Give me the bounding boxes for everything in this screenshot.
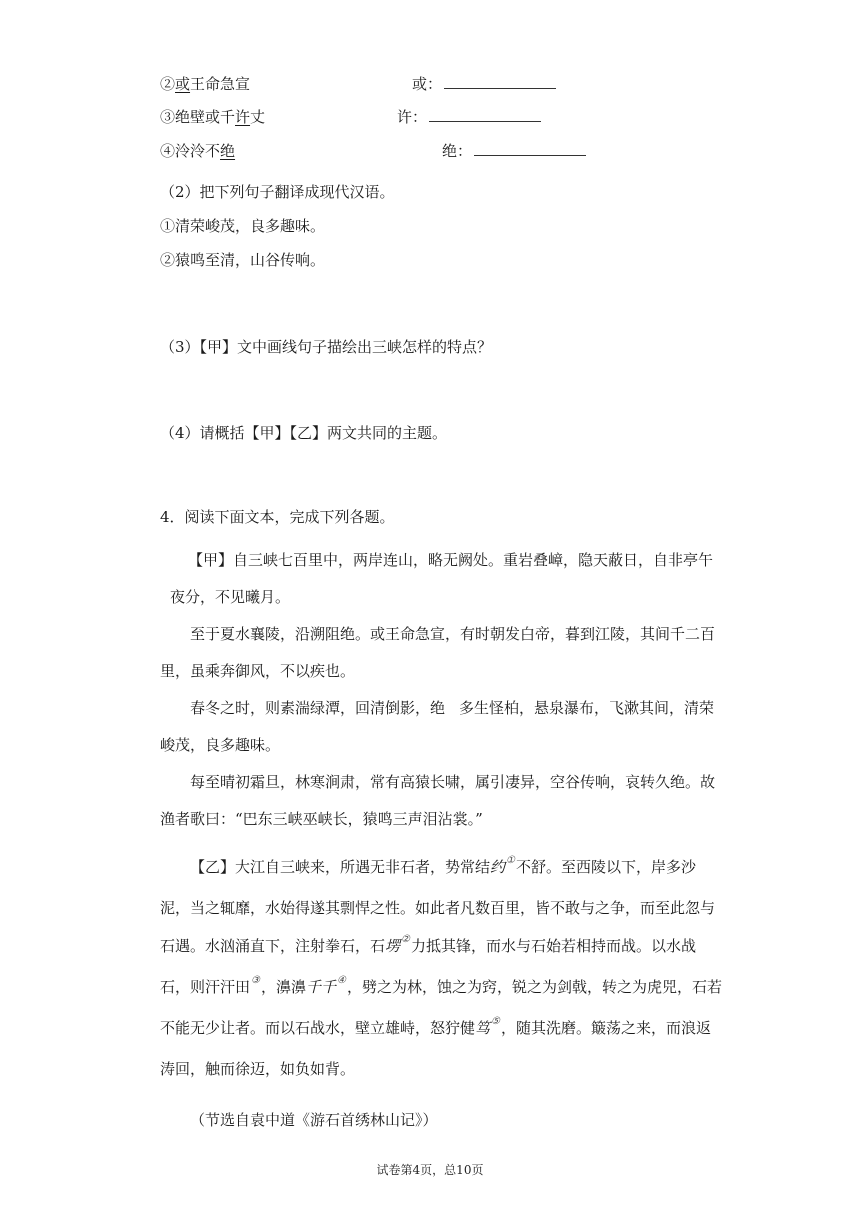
vocab-item-4 xyxy=(160,141,235,161)
footnote-marker: ③ xyxy=(251,975,260,986)
footnote-marker: ① xyxy=(506,855,515,866)
jia-paragraph-4: 每至晴初霜旦，林寒涧肃，常有高猿长啸，属引凄异，空谷传响，哀转久绝。故渔者歌曰：“巴东三峡巫峡长，猿鸣三声泪沾裳。” xyxy=(160,773,716,828)
yi-text: 力抵其锋，而水与石始若相持而战。以水战石，则汗汗田 xyxy=(160,937,697,996)
footnote-marker: ⑤ xyxy=(491,1016,500,1027)
vocab-item-3 xyxy=(160,107,265,127)
yi-paragraph xyxy=(160,848,725,1088)
vocab-item-2 xyxy=(160,74,250,94)
vocab-text: 王命急宣 xyxy=(190,75,251,93)
yi-annotated-word: 约 xyxy=(490,858,506,876)
jia-paragraph-3 xyxy=(160,690,720,764)
question-4-prompt: （4）请概括【甲】【乙】两文共同的主题。 xyxy=(160,424,448,442)
vocab-key: 或： xyxy=(412,75,443,93)
vocab-text: 泠泠不 xyxy=(175,142,221,160)
question-2-prompt: （2）把下列句子翻译成现代汉语。 xyxy=(160,183,395,201)
yi-text: 不舒。至西陵以下，岸多沙泥，当之辄靡，水始得遂其剽悍之性。如此者凡数百里，皆不敢与之争，而至此忽与石遇。水汹涌直下，注射拳石，石 xyxy=(160,858,716,955)
vocab-num: ③ xyxy=(160,108,176,126)
yi-text: ，濞濞 xyxy=(260,978,306,996)
vocab-text: 绝壁或千 xyxy=(175,108,236,126)
vocab-word: 绝 xyxy=(220,142,236,160)
vocab-answer-4[interactable] xyxy=(442,141,586,161)
jia-paragraph-3-part: 春冬之时，则素湍绿潭，回清倒影，绝 xyxy=(190,699,446,717)
vocab-num: ④ xyxy=(160,142,176,160)
vocab-answer-3[interactable] xyxy=(397,107,541,127)
answer-blank[interactable] xyxy=(429,107,541,122)
question-2-sentence-1: ①清荣峻茂，良多趣味。 xyxy=(160,217,326,235)
answer-blank[interactable] xyxy=(444,74,556,89)
yi-annotated-word: 塄 xyxy=(385,937,401,955)
question-2-sentence-2: ②猿鸣至清，山谷传响。 xyxy=(160,251,326,269)
yi-text: ，劈之为林，蚀之为窍，锐之为剑戟，转之为虎兕，石若不能无少让者。而以石战水，壁立雄峙，怒狞健 xyxy=(160,978,722,1037)
yi-text: 【乙】大江自三峡来，所遇无非石者，势常结 xyxy=(190,858,491,876)
vocab-key: 绝： xyxy=(442,142,473,160)
vocab-word: 许 xyxy=(235,108,251,126)
yi-annotated-word: 千千 xyxy=(306,978,337,996)
answer-blank[interactable] xyxy=(474,141,586,156)
section-4-heading: 4．阅读下面文本，完成下列各题。 xyxy=(160,508,395,526)
source-citation: （节选自袁中道《游石首绣林山记》） xyxy=(190,1111,438,1129)
yi-text: ，随其洗磨。簸荡之来，而浪返涛回，触而徐迈，如负如背。 xyxy=(160,1019,712,1078)
vocab-answer-2[interactable] xyxy=(412,74,556,94)
page-footer: 试卷第4页，总10页 xyxy=(376,1163,484,1177)
question-3-prompt: （3）【甲】文中画线句子描绘出三峡怎样的特点？ xyxy=(160,338,493,356)
yi-annotated-word: 笃 xyxy=(475,1019,491,1037)
vocab-word: 或 xyxy=(175,75,191,93)
vocab-key: 许： xyxy=(397,108,428,126)
jia-paragraph-2: 至于夏水襄陵，沿溯阻绝。或王命急宣，有时朝发白帝，暮到江陵，其间千二百里，虽乘奔御风，不以疾也。 xyxy=(160,625,716,680)
footnote-marker: ② xyxy=(401,934,410,945)
vocab-num: ② xyxy=(160,75,176,93)
jia-paragraph-3-part: 多生怪柏，悬泉瀑布，飞漱其间，清荣峻茂，良多趣味。 xyxy=(160,699,715,754)
vocab-text: 丈 xyxy=(250,108,266,126)
footnote-marker: ④ xyxy=(337,975,346,986)
jia-paragraph-1: 【甲】自三峡七百里中，两岸连山，略无阙处。重岩叠嶂，隐天蔽日，自非亭午夜分，不见曦月。 xyxy=(170,551,714,606)
